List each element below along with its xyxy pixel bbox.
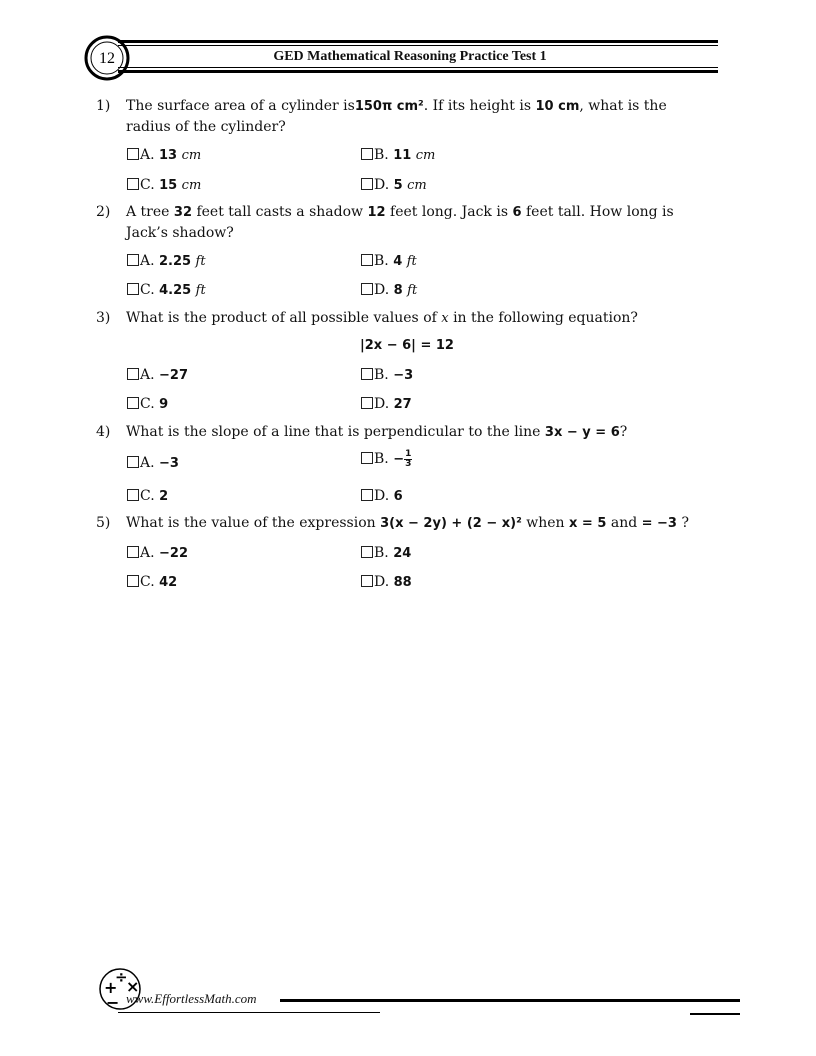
question-text-part: A tree (126, 204, 170, 220)
question-text (126, 308, 691, 329)
header-rule-bottom-thin (118, 67, 718, 68)
question-text-part: radius of the cylinder? (126, 119, 286, 135)
option-letter: D. (374, 177, 390, 193)
question-text-part: . If its height is (423, 98, 532, 114)
question-text (126, 202, 691, 243)
equation: |2x − 6| = 12 (360, 338, 454, 353)
checkbox[interactable] (127, 456, 139, 468)
option-value: 27 (393, 397, 412, 412)
option-letter: D. (374, 488, 390, 504)
question-number: 1) (96, 98, 111, 114)
option-letter: C. (140, 282, 155, 298)
option-1d[interactable] (361, 175, 427, 196)
divide-symbol: ÷ (115, 968, 128, 986)
question-text-part: ? (619, 424, 628, 440)
option-unit: cm (415, 148, 436, 163)
question-text-part: feet long. Jack is (390, 204, 509, 220)
option-unit: cm (181, 148, 202, 163)
option-value: 4.25 (159, 283, 192, 298)
option-unit: cm (407, 178, 427, 193)
option-value: 5 (393, 178, 403, 193)
checkbox[interactable] (361, 575, 373, 587)
page-header-title: GED Mathematical Reasoning Practice Test 1 (273, 49, 547, 64)
option-value: 88 (393, 575, 412, 590)
option-5c[interactable] (127, 572, 177, 593)
option-letter: C. (140, 177, 155, 193)
checkbox[interactable] (361, 178, 373, 190)
checkbox[interactable] (127, 546, 139, 558)
option-value: 15 (159, 178, 178, 193)
math-number: 32 (173, 205, 192, 220)
math-condition: = −3 (641, 516, 677, 531)
plus-symbol: + (104, 978, 118, 997)
math-expression: 3x − y = 6 (544, 425, 620, 440)
question-text-part: feet tall. How long is (525, 204, 674, 220)
option-letter: A. (140, 253, 155, 269)
option-letter: B. (374, 253, 389, 269)
question-text-part: Jack’s shadow? (126, 225, 234, 241)
option-5b[interactable] (361, 543, 411, 564)
option-unit: ft (407, 283, 418, 298)
option-unit: cm (181, 178, 202, 193)
option-letter: B. (374, 367, 389, 383)
option-letter: D. (374, 282, 390, 298)
option-letter: B. (374, 147, 389, 163)
checkbox[interactable] (361, 452, 373, 464)
times-symbol: × (126, 977, 140, 996)
checkbox[interactable] (127, 178, 139, 190)
math-expression: 3(x − 2y) + (2 − x)² (380, 516, 522, 531)
option-2c[interactable] (127, 280, 206, 301)
option-letter: B. (374, 545, 389, 561)
checkbox[interactable] (361, 546, 373, 558)
option-value: −3 (159, 456, 179, 471)
option-4c[interactable] (127, 486, 168, 507)
option-value: 24 (393, 546, 412, 561)
fraction (404, 450, 412, 469)
option-5d[interactable] (361, 572, 412, 593)
checkbox[interactable] (127, 254, 139, 266)
math-expression: 150π cm² (354, 99, 424, 114)
footer-rule-thin-right (690, 1013, 740, 1015)
option-1b[interactable] (361, 145, 435, 166)
option-3c[interactable] (127, 394, 168, 415)
option-letter: A. (140, 545, 155, 561)
math-number: 12 (367, 205, 386, 220)
option-value: −22 (159, 546, 188, 561)
question-number: 2) (96, 204, 111, 220)
question-text-part: ? (681, 515, 689, 531)
header-rule-bottom (118, 70, 718, 73)
checkbox[interactable] (127, 397, 139, 409)
option-value: 2.25 (159, 254, 192, 269)
math-expression: 10 cm (535, 99, 580, 114)
option-1a[interactable] (127, 145, 201, 166)
option-letter: A. (140, 367, 155, 383)
option-value: −3 (393, 368, 414, 383)
option-sign: − (393, 452, 405, 467)
option-2b[interactable] (361, 251, 417, 272)
option-4d[interactable] (361, 486, 403, 507)
option-value: 6 (393, 489, 403, 504)
checkbox[interactable] (127, 489, 139, 501)
question-text-part: The surface area of a cylinder is (126, 98, 355, 114)
question-text (126, 513, 691, 534)
question-text-part: What is the product of all possible values of (126, 310, 437, 326)
footer-website[interactable]: www.EffortlessMath.com (126, 991, 257, 1006)
fraction-denominator: 3 (405, 458, 412, 469)
option-3b[interactable] (361, 365, 413, 386)
question-text-part: when (526, 515, 565, 531)
checkbox[interactable] (361, 254, 373, 266)
option-letter: A. (140, 455, 155, 471)
option-1c[interactable] (127, 175, 201, 196)
option-3a[interactable] (127, 365, 188, 386)
checkbox[interactable] (127, 283, 139, 295)
option-value: 42 (159, 575, 178, 590)
math-variable: x (441, 311, 449, 326)
question-text-part: in the following equation? (453, 310, 638, 326)
option-3d[interactable] (361, 394, 412, 415)
option-5a[interactable] (127, 543, 188, 564)
question-number: 4) (96, 424, 111, 440)
minus-symbol: − (106, 993, 120, 1011)
header-rule-top (118, 40, 718, 43)
header-rule-top-thin (118, 45, 718, 46)
math-number: 6 (512, 205, 522, 220)
option-letter: A. (140, 147, 155, 163)
option-value: 13 (159, 148, 178, 163)
question-text-part: What is the value of the expression (126, 515, 376, 531)
option-value: 2 (159, 489, 169, 504)
footer-rule-thin-left (118, 1012, 380, 1013)
question-text-part: feet tall casts a shadow (196, 204, 364, 220)
question-text (126, 96, 691, 137)
question-number: 5) (96, 515, 111, 531)
option-4b[interactable] (361, 449, 412, 470)
math-condition: x = 5 (569, 516, 607, 531)
option-letter: B. (374, 451, 389, 467)
checkbox[interactable] (127, 575, 139, 587)
option-2d[interactable] (361, 280, 417, 301)
option-unit: ft (406, 254, 417, 269)
checkbox[interactable] (361, 368, 373, 380)
question-text-part: and (610, 515, 638, 531)
option-value: 8 (393, 283, 403, 298)
question-text-part: What is the slope of a line that is perpendicular to the line (126, 424, 541, 440)
fraction-numerator: 1 (405, 448, 412, 459)
option-value: 11 (393, 148, 412, 163)
checkbox[interactable] (361, 148, 373, 160)
checkbox[interactable] (361, 283, 373, 295)
question-text (126, 422, 691, 443)
option-value: 9 (159, 397, 169, 412)
question-text-part: , what is the (579, 98, 667, 114)
option-letter: D. (374, 574, 390, 590)
option-unit: ft (195, 254, 206, 269)
option-unit: ft (195, 283, 206, 298)
page-number: 12 (99, 50, 115, 67)
math-logo-icon (94, 965, 146, 1015)
checkbox[interactable] (127, 148, 139, 160)
option-letter: C. (140, 488, 155, 504)
option-letter: C. (140, 574, 155, 590)
option-value: 4 (393, 254, 403, 269)
question-number: 3) (96, 310, 111, 326)
checkbox[interactable] (127, 368, 139, 380)
option-4a[interactable] (127, 453, 179, 474)
option-2a[interactable] (127, 251, 206, 272)
option-letter: D. (374, 396, 390, 412)
option-value: −27 (159, 368, 188, 383)
checkbox[interactable] (361, 489, 373, 501)
footer-rule (280, 999, 740, 1002)
option-letter: C. (140, 396, 155, 412)
checkbox[interactable] (361, 397, 373, 409)
